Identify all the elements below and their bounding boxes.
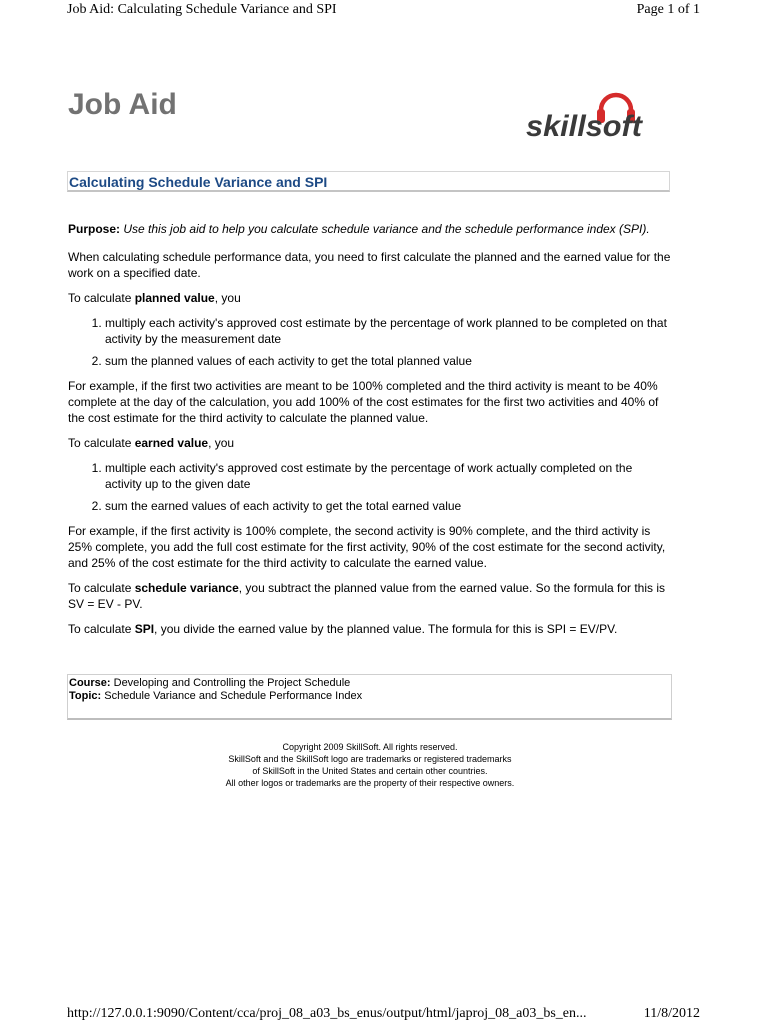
job-aid-heading: Job Aid [68, 88, 177, 121]
logo-headphone-arc [601, 95, 631, 110]
document-title: Calculating Schedule Variance and SPI [69, 174, 328, 190]
topic-label: Topic: [69, 690, 102, 702]
course-value: Developing and Controlling the Project Schedule [110, 677, 351, 689]
planned-value-term: planned value [134, 291, 215, 305]
course-line [69, 677, 671, 690]
spi-suffix: , you divide the earned value by the planned value. The formula for this is SPI = EV/PV. [154, 622, 618, 636]
topic-line [69, 690, 671, 703]
purpose-label: Purpose: [68, 222, 121, 236]
earned-value-suffix: , you [208, 436, 235, 450]
planned-value-steps [68, 315, 672, 369]
job-aid-body [68, 221, 672, 646]
course-info-box [67, 674, 672, 720]
trademark-line: All other logos or trademarks are the property of their respective owners. [225, 778, 515, 788]
logo-wordmark: skillsoft [526, 110, 645, 142]
schedule-variance-paragraph [68, 580, 672, 612]
spi-paragraph [68, 621, 672, 637]
earned-value-steps [68, 460, 672, 514]
earned-value-prefix: To calculate [68, 436, 135, 450]
copyright-notice [70, 741, 670, 789]
sv-prefix: To calculate [68, 581, 135, 595]
list-item: 1. multiple each activity's approved cost estimate by the percentage of work actually completed on the activity up to the given date [105, 460, 672, 492]
copyright-line: Copyright 2009 SkillSoft. All rights reserved. [282, 742, 458, 752]
sv-suffix: , you subtract the planned value from the earned value. So the formula for this is SV = EV - PV. [68, 581, 666, 611]
earned-value-example: For example, if the first activity is 100% complete, the second activity is 90% complete, and the third activity is 25% complete, you add the full cost estimate for the first activity, 90% of the cost estimate for the second activity, and 25% of the cost estimate for the third activity to calculate the earned value. [68, 524, 666, 570]
topic-value: Schedule Variance and Schedule Performance Index [101, 690, 363, 702]
intro-paragraph: When calculating schedule performance data, you need to first calculate the planned and the earned value for the work on a specified date. [68, 250, 671, 280]
planned-value-prefix: To calculate [68, 291, 135, 305]
course-label: Course: [69, 677, 111, 689]
list-item: 2. sum the earned values of each activity to get the total earned value [105, 498, 672, 514]
print-footer-url: http://127.0.0.1:9090/Content/cca/proj_08_a03_bs_enus/output/html/japroj_08_a03_bs_en... [67, 1006, 587, 1021]
list-item: 2. sum the planned values of each activity to get the total planned value [105, 353, 672, 369]
earned-value-term: earned value [134, 436, 209, 450]
spi-term: SPI [134, 622, 155, 636]
planned-value-lead [68, 290, 672, 306]
document-title-box [67, 171, 670, 192]
earned-value-lead [68, 435, 672, 451]
skillsoft-logo [525, 88, 647, 142]
planned-value-example: For example, if the first two activities are meant to be 100% completed and the third activity is meant to be 40% complete at the day of the calculation, you add 100% of the cost estimates for the first two activities and 40% of the cost estimate for the third activity to calculate the planned value. [68, 379, 659, 425]
sv-term: schedule variance [134, 581, 239, 595]
trademark-line: SkillSoft and the SkillSoft logo are trademarks or registered trademarks [228, 754, 512, 764]
purpose-paragraph [68, 221, 672, 237]
spi-prefix: To calculate [68, 622, 135, 636]
print-footer-date: 11/8/2012 [643, 1006, 700, 1021]
print-header-title: Job Aid: Calculating Schedule Variance and SPI [67, 2, 337, 17]
list-item: 1. multiply each activity's approved cost estimate by the percentage of work planned to be completed on that activity by the measurement date [105, 315, 672, 347]
print-header-page-number: Page 1 of 1 [636, 2, 700, 17]
planned-value-suffix: , you [214, 291, 241, 305]
purpose-text: Use this job aid to help you calculate schedule variance and the schedule performance index (SPI). [123, 222, 650, 236]
trademark-line: of SkillSoft in the United States and certain other countries. [252, 766, 488, 776]
